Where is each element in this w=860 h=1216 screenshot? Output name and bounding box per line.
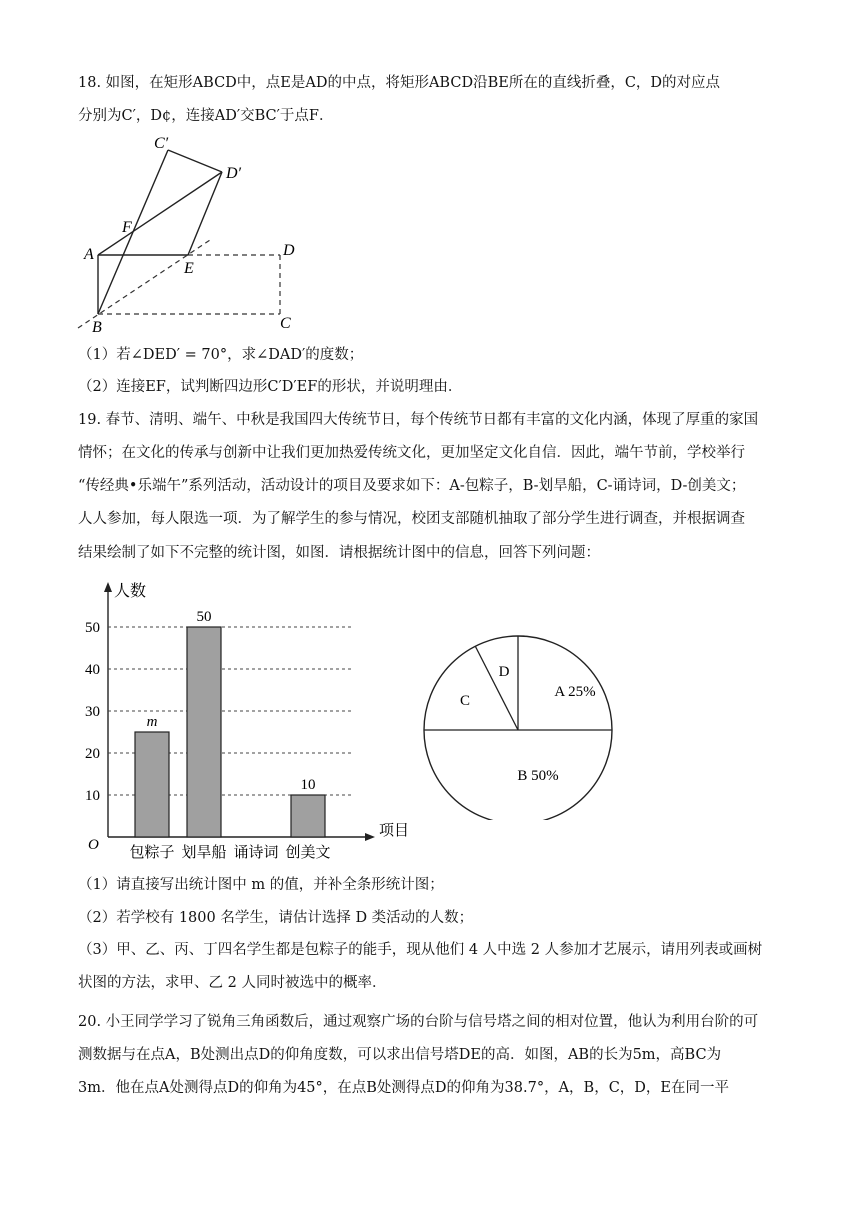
q20-line2: 测数据与在点A，B处测出点D的仰角度数，可以求出信号塔DE的高．如图，AB的长为5m，高BC为 — [78, 1047, 722, 1063]
bar-value-label: 50 — [196, 609, 212, 625]
q19-sub4: 状图的方法，求甲、乙 2 人同时被选中的概率． — [78, 975, 387, 991]
pie-chart — [420, 620, 620, 820]
q18-sub1: （1）若∠DED′ = 70°，求∠DAD′的度数； — [78, 347, 364, 363]
bar-value-label: m — [146, 714, 158, 730]
bar-value-label: 10 — [300, 777, 316, 793]
q19-sub2: （2）若学校有 1800 名学生，请估计选择 D 类活动的人数； — [78, 910, 474, 926]
bar — [291, 795, 325, 837]
q20-line1: 20. 小王同学学习了锐角三角函数后，通过观察广场的台阶与信号塔之间的相对位置，他认为利用台阶的可 — [78, 1014, 759, 1030]
pie-slice-label: C — [459, 693, 471, 709]
x-tick-label: 包粽子 — [129, 845, 175, 861]
x-axis-label: 项目 — [379, 823, 410, 839]
q20-line3: 3m．他在点A处测得点D的仰角为45°，在点B处测得点D的仰角为38.7°，A，B，C，D，E在同一平 — [78, 1080, 730, 1096]
y-tick-label: 40 — [85, 662, 100, 678]
x-axis-arrow — [365, 833, 375, 841]
pie-slice-label: A 25% — [554, 684, 596, 700]
side-CpDp — [168, 150, 222, 172]
q19-line4: 人人参加，每人限选一项．为了解学生的参与情况，校团支部随机抽取了部分学生进行调查，并根据调查 — [78, 511, 745, 527]
q18-fold-figure — [70, 130, 310, 340]
q19-sub3: （3）甲、乙、丙、丁四名学生都是包粽子的能手，现从他们 4 人中选 2 人参加才艺展示，请用列表或画树 — [78, 942, 763, 958]
label-C: C — [280, 315, 291, 332]
side-DpE — [188, 172, 222, 255]
label-A: A — [84, 246, 94, 263]
side-ADp — [98, 172, 222, 255]
label-Dp: D′ — [226, 165, 242, 182]
pie-slice-label: B 50% — [517, 768, 559, 784]
y-tick-label: 20 — [85, 746, 100, 762]
q19-line5: 结果绘制了如下不完整的统计图，如图．请根据统计图中的信息，回答下列问题： — [78, 545, 600, 561]
x-tick-label: 划旱船 — [181, 845, 227, 861]
label-F: F — [122, 219, 132, 236]
label-B: B — [92, 319, 102, 336]
q18-line1: 18. 如图，在矩形ABCD中，点E是AD的中点，将矩形ABCD沿BE所在的直线折叠，C，D的对应点 — [78, 75, 721, 91]
x-tick-label: 诵诗词 — [233, 845, 279, 861]
label-E: E — [184, 260, 194, 277]
q19-line2: 情怀；在文化的传承与创新中让我们更加热爱传统文化，更加坚定文化自信．因此，端午节前，学校举行 — [78, 445, 745, 461]
y-tick-label: 10 — [85, 788, 100, 804]
bar — [187, 627, 221, 837]
x-tick-label: 创美文 — [285, 845, 331, 861]
y-tick-label: 30 — [85, 704, 100, 720]
q18-sub2: （2）连接EF，试判断四边形C′D′EF的形状，并说明理由． — [78, 379, 463, 395]
q19-sub1: （1）请直接写出统计图中 m 的值，并补全条形统计图； — [78, 877, 444, 893]
origin-label: O — [88, 837, 99, 853]
q18-line2: 分别为C′，D¢，连接AD′交BC′于点F． — [78, 108, 334, 124]
label-D: D — [283, 242, 295, 259]
y-axis-label: 人数 — [114, 583, 147, 600]
label-Cp: C′ — [154, 135, 169, 152]
q19-line3: “传经典•乐端午”系列活动，活动设计的项目及要求如下：A-包粽子，B-划旱船，C-诵诗词，D-创美文； — [78, 478, 746, 494]
bar-chart — [78, 572, 418, 862]
pie-slice-label: D — [498, 664, 510, 680]
y-tick-label: 50 — [85, 620, 100, 636]
bar — [135, 732, 169, 837]
y-axis-arrow — [104, 582, 112, 592]
q19-line1: 19. 春节、清明、端午、中秋是我国四大传统节日，每个传统节日都有丰富的文化内涵，体现了厚重的家国 — [78, 412, 759, 428]
